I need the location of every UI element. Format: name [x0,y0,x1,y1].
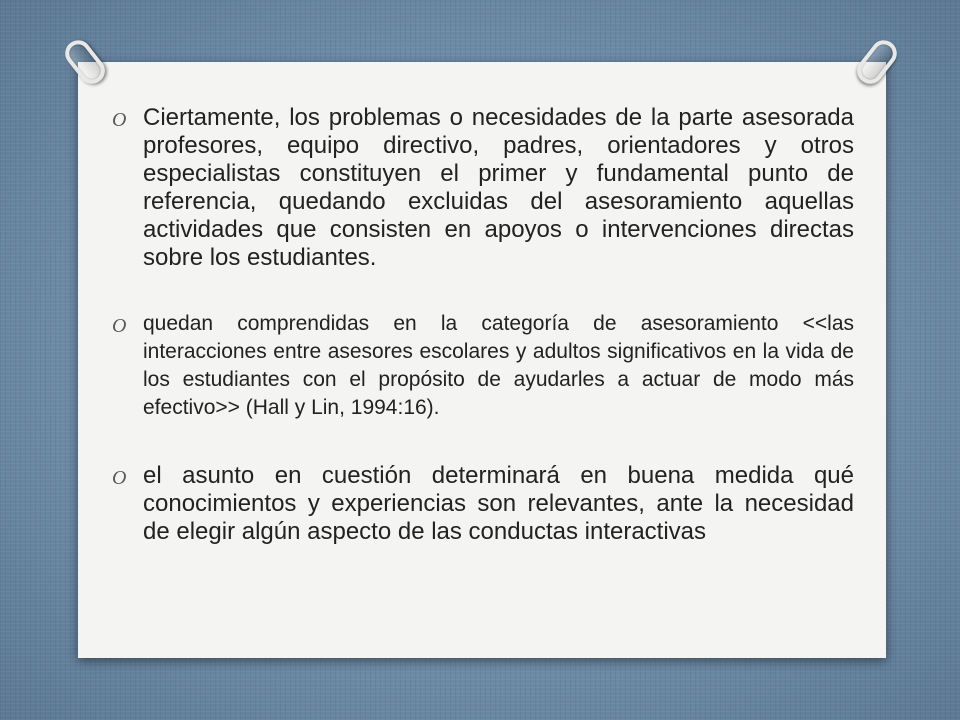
bullet-item-1 [112,104,854,272]
bullet-marker-icon: O [112,315,127,337]
bullet-text-1: Ciertamente, los problemas o necesidades de la parte asesorada profesores, equipo directivo, padres, orientadores y otros especialistas constituyen el primer y fundamental punto de referencia, quedando excluidas del asesoramiento aquellas actividades que consisten en apoyos o intervenciones directas sobre los estudiantes. [143,104,854,271]
bullet-item-3 [112,462,854,546]
bullet-marker-icon: O [112,467,127,489]
bullet-item-2 [112,310,854,422]
bullet-marker-icon: O [112,109,127,131]
bullet-text-2: quedan comprendidas en la categoría de asesoramiento <<las interacciones entre asesores escolares y adultos significativos en la vida de los estudiantes con el propósito de ayudarles a actuar de modo más efectivo>> (Hall y Lin, 1994:16). [143,312,854,419]
bullet-text-3: el asunto en cuestión determinará en buena medida qué conocimientos y experiencias son relevantes, ante la necesidad de elegir algún aspecto de las conductas interactivas [143,462,854,545]
bullet-list [112,104,854,546]
